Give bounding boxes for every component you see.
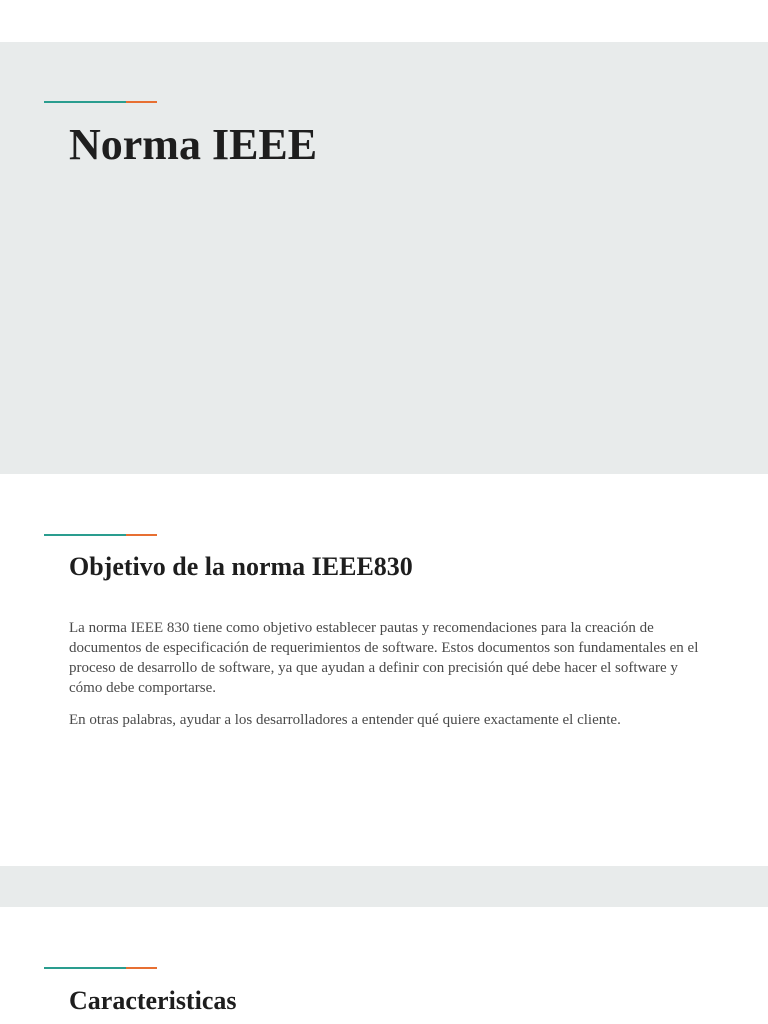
slide-objective-heading: Objetivo de la norma IEEE830 bbox=[69, 552, 413, 581]
accent-line-teal bbox=[44, 967, 126, 969]
accent-line bbox=[44, 967, 157, 969]
slide-objective-body bbox=[69, 618, 709, 742]
accent-line bbox=[44, 534, 157, 536]
accent-line bbox=[44, 101, 157, 103]
slide-title bbox=[0, 42, 768, 474]
accent-line-orange bbox=[126, 534, 157, 536]
slide-characteristics bbox=[0, 907, 768, 1024]
accent-line-teal bbox=[44, 101, 126, 103]
paragraph: La norma IEEE 830 tiene como objetivo establecer pautas y recomendaciones para la creación de documentos de especificación de requerimientos de software. Estos documentos son fundamentales en el proceso de desarrollo de software, ya que ayudan a definir con precisión qué debe hacer el software y cómo debe comportarse. bbox=[69, 620, 699, 696]
slide-title-heading: Norma IEEE bbox=[69, 120, 318, 169]
accent-line-orange bbox=[126, 101, 157, 103]
accent-line-teal bbox=[44, 534, 126, 536]
slide-characteristics-heading: Caracteristicas bbox=[69, 986, 237, 1015]
paragraph: En otras palabras, ayudar a los desarrolladores a entender qué quiere exactamente el cliente. bbox=[69, 712, 621, 728]
slide-separator bbox=[0, 866, 768, 907]
slide-objective bbox=[0, 474, 768, 866]
accent-line-orange bbox=[126, 967, 157, 969]
